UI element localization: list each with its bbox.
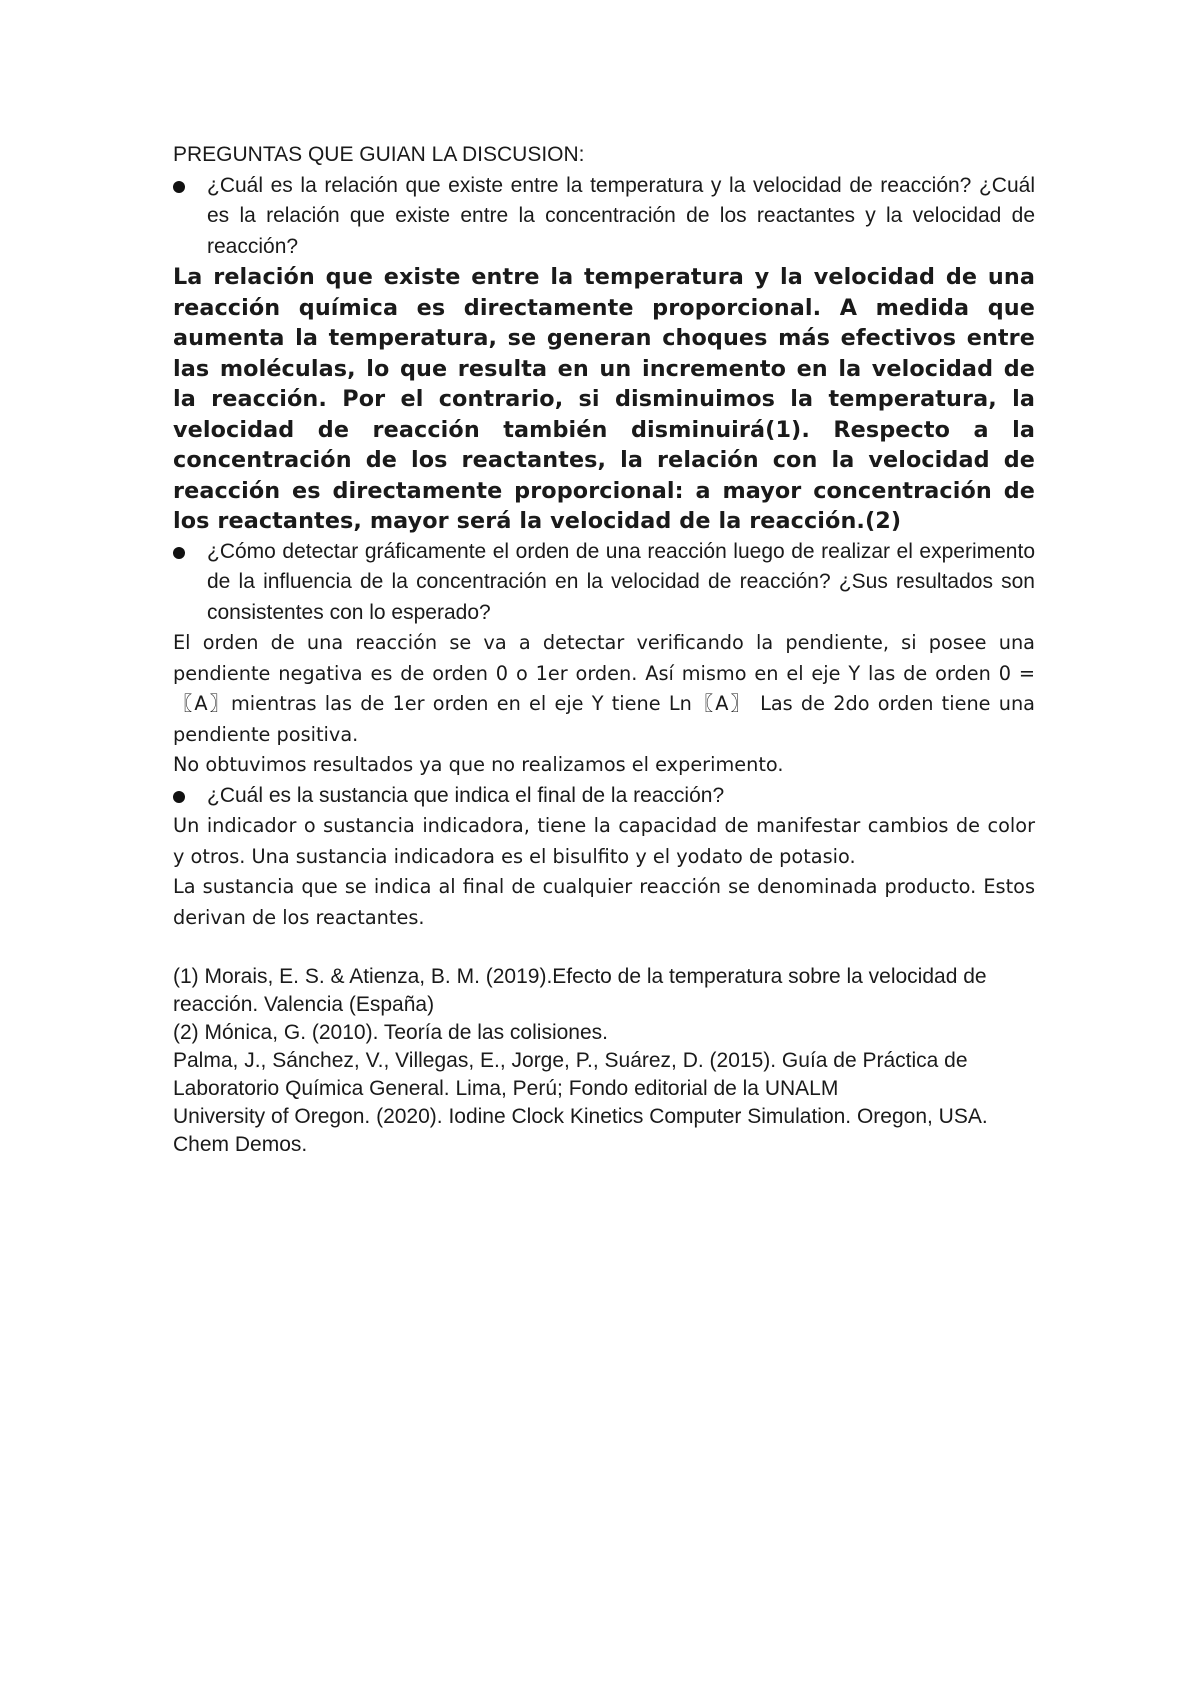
reference-item: Palma, J., Sánchez, V., Villegas, E., Jorge, P., Suárez, D. (2015). Guía de Práctica de Laboratorio Química General. Lima, Perú; Fondo editorial de la UNALM — [173, 1049, 968, 1100]
section-heading: PREGUNTAS QUE GUIAN LA DISCUSION: — [173, 143, 585, 166]
answer-2: El orden de una reacción se va a detectar verificando la pendiente, si posee una pendiente negativa es de orden 0 o 1er orden. Así mismo en el eje Y las de orden 0 =〖A〗mientras las de 1er orden en el eje Y tiene Ln〖A〗 Las de 2do orden tiene una pendiente positiva. — [173, 631, 1035, 746]
document-page — [173, 140, 1035, 1159]
references — [173, 963, 1035, 1159]
answer-3: Un indicador o sustancia indicadora, tiene la capacidad de manifestar cambios de color y otros. Una sustancia indicadora es el bisulfito y el yodato de potasio. — [173, 814, 1035, 868]
bullet-icon — [173, 791, 185, 803]
question-3-text: ¿Cuál es la sustancia que indica el final de la reacción? — [207, 783, 725, 807]
reference-item: (2) Mónica, G. (2010). Teoría de las colisiones. — [173, 1021, 608, 1044]
bullet-icon — [173, 181, 185, 193]
reference-item: (1) Morais, E. S. & Atienza, B. M. (2019).Efecto de la temperatura sobre la velocidad de reacción. Valencia (España) — [173, 965, 987, 1016]
question-3 — [173, 781, 1035, 812]
question-2-text: ¿Cómo detectar gráficamente el orden de una reacción luego de realizar el experimento de la influencia de la concentración en la velocidad de reacción? ¿Sus resultados son consistentes con lo esperado? — [207, 539, 1035, 624]
answer-3-note: La sustancia que se indica al final de cualquier reacción se denominada producto. Estos derivan de los reactantes. — [173, 875, 1035, 929]
answer-2-note: No obtuvimos resultados ya que no realizamos el experimento. — [173, 753, 784, 776]
reference-item: University of Oregon. (2020). Iodine Clock Kinetics Computer Simulation. Oregon, USA. Chem Demos. — [173, 1105, 988, 1156]
question-1 — [173, 171, 1035, 263]
bullet-icon — [173, 547, 185, 559]
question-1-text: ¿Cuál es la relación que existe entre la temperatura y la velocidad de reacción? ¿Cuál es la relación que existe entre la concentración de los reactantes y la velocidad de reacción? — [207, 173, 1035, 258]
question-2 — [173, 537, 1035, 629]
answer-1: La relación que existe entre la temperatura y la velocidad de una reacción química es directamente proporcional. A medida que aumenta la temperatura, se generan choques más efectivos entre las moléculas, lo que resulta en un incremento en la velocidad de la reacción. Por el contrario, si disminuimos la temperatura, la velocidad de reacción también disminuirá(1). Respecto a la concentración de los reactantes, la relación con la velocidad de reacción es directamente proporcional: a mayor concentración de los reactantes, mayor será la velocidad de la reacción.(2) — [173, 264, 1035, 534]
